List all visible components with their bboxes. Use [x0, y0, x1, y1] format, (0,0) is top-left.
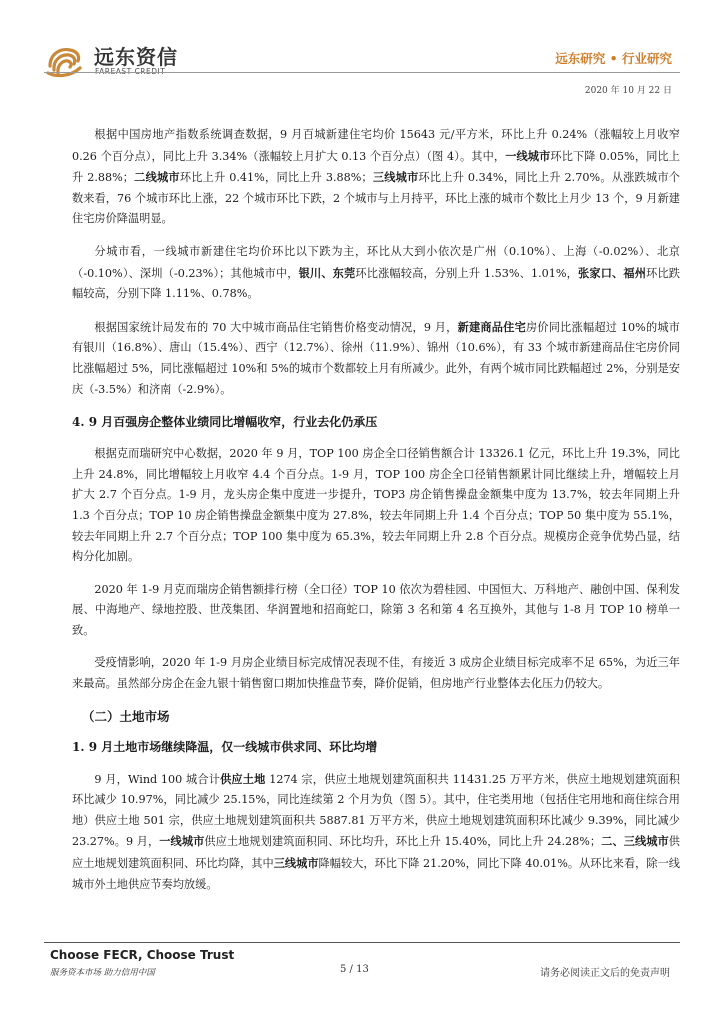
footer-divider	[44, 942, 680, 943]
bold-text-run: 供应土地	[220, 771, 266, 786]
header-divider	[44, 72, 680, 73]
page-header	[0, 0, 724, 100]
section-heading-land-supply: 1. 9 月土地市场继续降温，仅一线城市供求同、环比均增	[72, 739, 378, 754]
text-run: 环比上升 0.34%，同比上升 2.70%。从涨跌城市个数来看，76 个城市环比上涨，22 个城市环比下跌，2 个城市与上月持平，环比上涨的城市个数比上月少 13 个，9 月新建住宅房价降温明显。	[72, 171, 680, 226]
logo-chinese-name: 远东资信	[94, 45, 178, 69]
document-body	[72, 125, 680, 907]
footer-disclaimer: 请务必阅读正文后的免责声明	[540, 968, 670, 979]
text-run: 根据克而瑞研究中心数据，2020 年 9 月，TOP 100 房企全口径销售额合计 13326.1 亿元，环比上升 19.3%，同比上升 24.8%，同比增幅较上月收窄 4.4 个百分点。1-9 月，TOP 100 房企全口径销售额累计同比继续上升，增幅较上月扩大 2.7 个百分点。1-9 月，龙头房企集中度进一步提升，TOP3 房企销售操盘金额集中度为 13.7%，较去年同期上升 1.3 个百分点；TOP 10 房企销售操盘金额集中度为 27.8%，较去年同期上升 1.4 个百分点；TOP 50 集中度为 55.1%，较去年同期上升 2.7 个百分点；TOP 100 集中度为 65.3%，较去年同期上升 2.8 个百分点。规模房企竞争优势凸显，结构分化加剧。	[72, 447, 680, 564]
page-number: 5 / 13	[340, 964, 369, 975]
paragraph-top10-ranking	[72, 580, 680, 642]
subsection-heading-land-market: （二）土地市场	[82, 708, 170, 724]
bold-text-run: 二、三线城市	[601, 834, 669, 849]
fareast-logo-icon	[44, 40, 84, 80]
report-type-label: 远东研究 • 行业研究	[555, 51, 672, 66]
text-run: 2020 年 1-9 月克而瑞房企销售额排行榜（全口径）TOP 10 依次为碧桂园、中国恒大、万科地产、融创中国、保利发展、中海地产、绿地控股、世茂集团、华润置地和招商蛇口，除第 3 名和第 4 名互换外，其他与 1-8 月 TOP 10 榜单一致。	[72, 582, 680, 637]
paragraph-sales-targets	[72, 653, 680, 694]
text-run: 降幅较大，环比下降 21.20%，同比下降 40.01%。从环比来看，除一线城市外土地供应节奏均放缓。	[72, 857, 680, 891]
bold-text-run: 一线城市	[159, 834, 205, 849]
text-run: 环比涨幅较高，分别上升 1.53%、1.01%，	[355, 266, 578, 280]
text-run: 房价同比涨幅超过 10%的城市有银川（16.8%）、唐山（15.4%）、西宁（12.7%）、徐州（11.9%）、锦州（10.6%），有 33 个城市新建商品住宅房价同比涨幅超过 5%，同比涨幅超过 10%和 5%的城市个数都较上月有所减少。此外，有两个城市同比跌幅超过 2%，分别是安庆（-3.5%）和济南（-2.9%）。	[72, 320, 680, 396]
bold-text-run: 张家口、福州	[578, 265, 647, 280]
bold-text-run: 二线城市	[133, 170, 180, 185]
paragraph-top100-sales	[72, 444, 680, 568]
text-run: 供应土地规划建筑面积同、环比均升，环比上升 15.40%，同比上升 24.28%；	[204, 835, 602, 849]
company-logo	[44, 40, 204, 80]
text-run: 环比下降 0.05%，同比上升 2.88%；	[72, 149, 680, 185]
paragraph-70-cities	[72, 317, 680, 400]
text-run: 1274 宗，供应土地规划建筑面积共 11431.25 万平方米，供应土地规划建筑面积环比减少 10.97%，同比减少 25.15%，同比连续第 2 个月为负（图 5）。其中，住宅类用地（包括住宅用地和商住综合用地）供应土地 501 宗，供应土地规划建筑面积共 5887.81 万平方米，供应土地规划建筑面积环比减少 9.39%，同比减少 23.27%。9 月，	[72, 772, 680, 849]
text-run: 供应土地规划建筑面积同、环比均降，其中	[72, 835, 680, 871]
bold-text-run: 银川、东莞	[298, 265, 356, 280]
footer-slogan: Choose FECR, Choose Trust	[50, 948, 235, 962]
text-run: 分城市看，一线城市新建住宅均价环比以下跌为主，环比从大到小依次是广州（0.10%）、上海（-0.02%）、北京（-0.10%）、深圳（-0.23%）；其他城市中，	[72, 244, 680, 280]
bold-text-run: 一线城市	[505, 148, 551, 163]
text-run: 9 月，Wind 100 城合计	[94, 772, 221, 786]
paragraph-land-supply	[72, 769, 680, 896]
section-heading-top100: 4. 9 月百强房企整体业绩同比增幅收窄，行业去化仍承压	[72, 415, 378, 430]
paragraph-price-index	[72, 125, 680, 230]
bold-text-run: 三线城市	[372, 170, 419, 185]
text-run: 根据国家统计局发布的 70 大中城市商品住宅销售价格变动情况，9 月，	[94, 320, 458, 334]
text-run: 环比上升 0.41%，同比上升 3.88%；	[179, 171, 373, 185]
report-date: 2020 年 10 月 22 日	[584, 86, 672, 96]
text-run: 受疫情影响，2020 年 1-9 月房企业绩目标完成情况表现不佳，有接近 3 成房企业绩目标完成率不足 65%，为近三年来最高。虽然部分房企在金九银十销售窗口期加快推盘节奏，降价促销，但房地产行业整体去化压力仍较大。	[72, 656, 680, 691]
paragraph-city-breakdown	[72, 242, 680, 305]
text-run: 环比跌幅较高，分别下降 1.11%、0.78%。	[72, 266, 680, 301]
bold-text-run: 新建商品住宅	[457, 319, 526, 334]
bold-text-run: 三线城市	[273, 856, 319, 871]
text-run: 根据中国房地产指数系统调查数据，9 月百城新建住宅均价 15643 元/平方米，环比上升 0.24%（涨幅较上月收窄 0.26 个百分点），同比上升 3.34%（涨幅较上月扩大 0.13 个百分点）（图 4）。其中，	[72, 128, 680, 163]
footer-motto: 服务资本市场 助力信用中国	[50, 968, 155, 978]
